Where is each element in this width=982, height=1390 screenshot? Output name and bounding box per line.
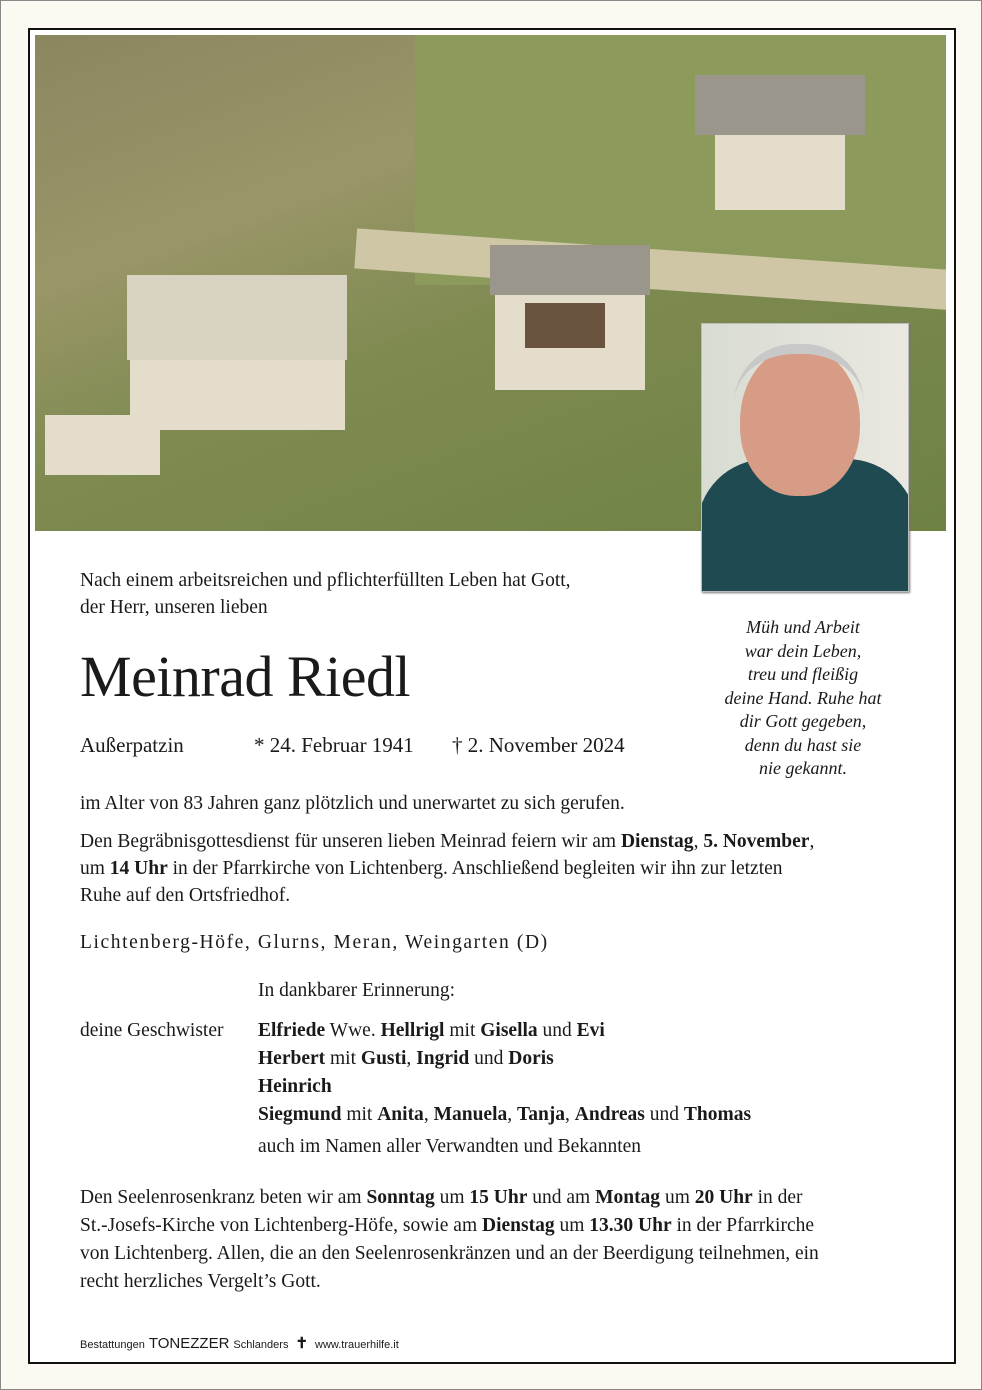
birth-date: * 24. Februar 1941	[254, 733, 414, 757]
website-link[interactable]: www.trauerhilfe.it	[315, 1339, 399, 1351]
funeral-line-3: Ruhe auf den Ortsfriedhof.	[80, 885, 291, 906]
rosary-line-2: St.-Josefs-Kirche von Lichtenberg-Höfe, sowie am Dienstag um 13.30 Uhr in der Pfarrkirche	[80, 1215, 815, 1236]
intro-line-2: der Herr, unseren lieben	[80, 597, 268, 618]
funeral-line-1: Den Begräbnisgottesdienst für unseren lieben Meinrad feiern wir am Dienstag, 5. November,	[80, 831, 815, 852]
memorial-quote: Müh und Arbeit war dein Leben, treu und fleißig deine Hand. Ruhe hat dir Gott gegeben, denn du hast sie nie gekannt.	[724, 617, 882, 778]
deceased-name: Meinrad Riedl	[80, 644, 411, 709]
intro-line-1: Nach einem arbeitsreichen und pflichterfüllten Leben hat Gott,	[80, 570, 571, 591]
siblings-row: Siegmund mit Anita, Manuela, Tanja, Andreas und Thomas	[258, 1104, 752, 1125]
rosary-line-3: von Lichtenberg. Allen, die an den Seelenrosenkränzen und an der Beerdigung teilnehmen, ein	[80, 1243, 819, 1264]
siblings-row: Elfriede Wwe. Hellrigl mit Gisella und Evi	[258, 1020, 605, 1041]
rosary-line-4: recht herzliches Vergelt’s Gott.	[80, 1271, 321, 1292]
funeral-line-2: um 14 Uhr in der Pfarrkirche von Lichtenberg. Anschließend begleiten wir ihn zur letzten	[80, 858, 783, 879]
siblings-row: Herbert mit Gusti, Ingrid und Doris	[258, 1048, 554, 1069]
funeral-home-brand: TONEZZER	[148, 1335, 230, 1352]
age-line: im Alter von 83 Jahren ganz plötzlich und unerwartet zu sich gerufen.	[80, 793, 625, 814]
rosary-line-1: Den Seelenrosenkranz beten wir am Sonntag um 15 Uhr und am Montag um 20 Uhr in der	[80, 1187, 803, 1208]
memory-heading: In dankbarer Erinnerung:	[258, 980, 456, 1001]
cross-logo-icon: ✝	[295, 1335, 309, 1352]
place: Außerpatzin	[80, 733, 184, 757]
siblings-row: Heinrich	[258, 1076, 332, 1097]
portrait-photo	[701, 323, 909, 592]
siblings-label: deine Geschwister	[80, 1020, 224, 1041]
relatives-line: auch im Namen aller Verwandten und Bekannten	[258, 1136, 642, 1157]
mourner-places: Lichtenberg-Höfe, Glurns, Meran, Weingarten (D)	[80, 932, 549, 953]
footer: Bestattungen TONEZZER Schlanders ✝ www.trauerhilfe.it	[80, 1335, 399, 1352]
death-date: † 2. November 2024	[452, 733, 625, 757]
